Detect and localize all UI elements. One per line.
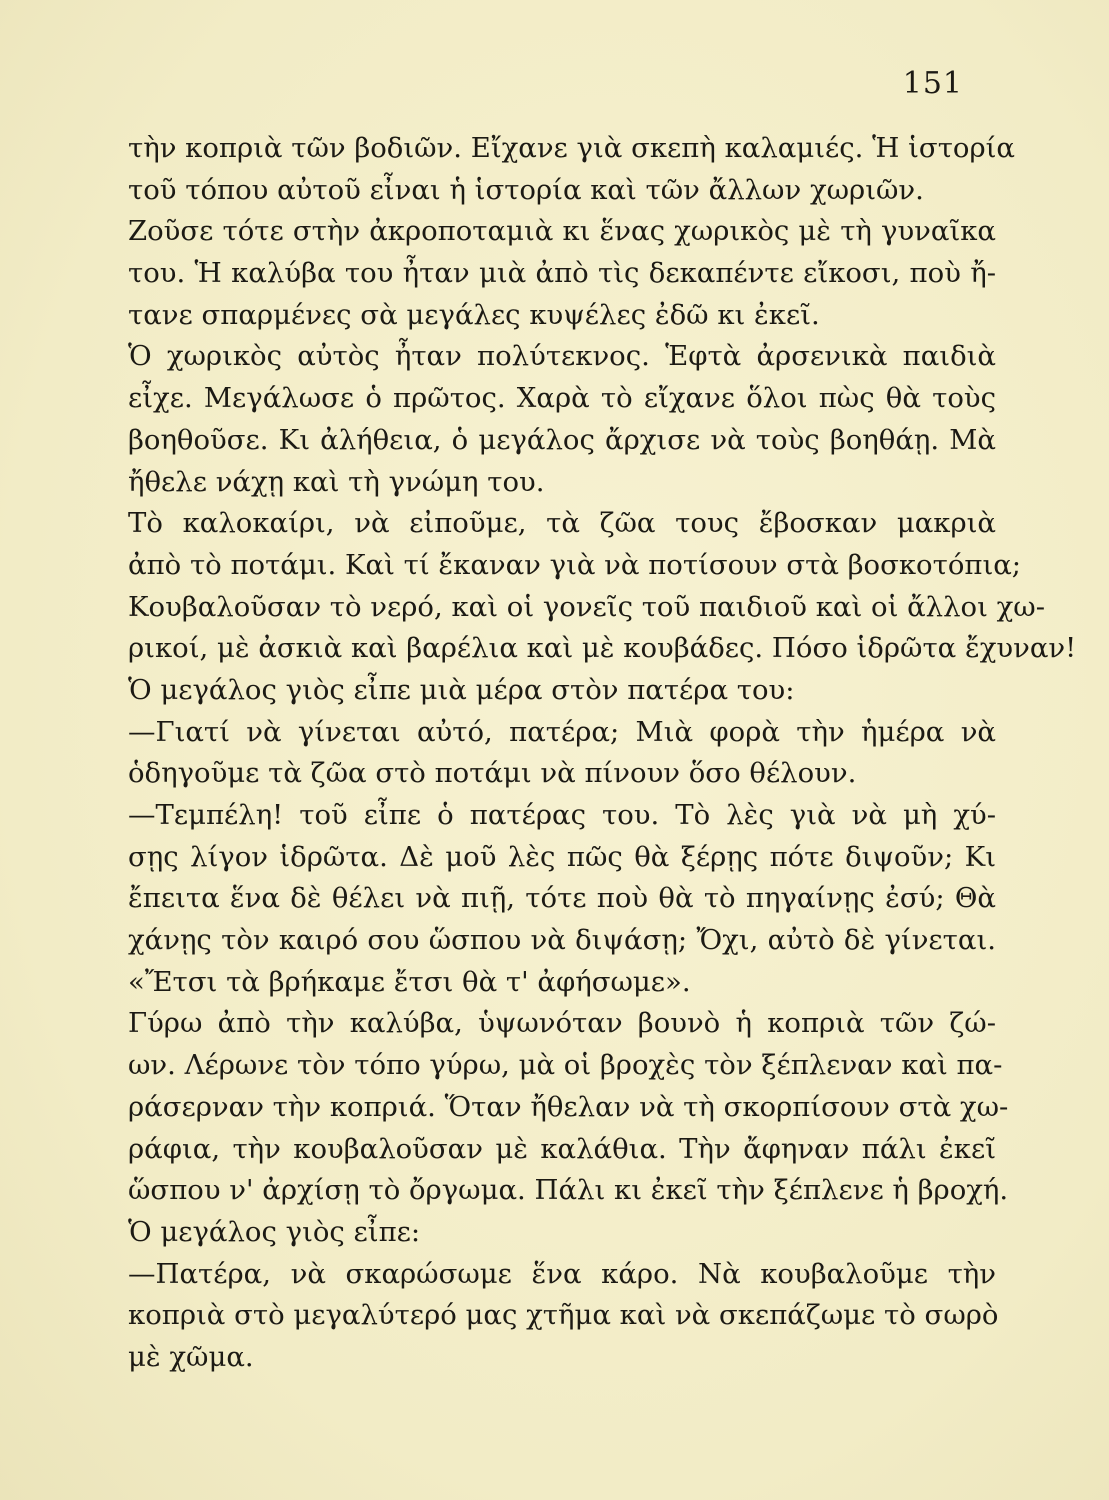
text-line: Κουβαλοῦσαν τὸ νερό, καὶ οἱ γονεῖς τοῦ παιδιοῦ καὶ οἱ ἄλλοι χω- [128, 590, 1045, 623]
text-line: ὥσπου ν' ἀρχίσῃ τὸ ὄργωμα. Πάλι κι ἐκεῖ τὴν ξέπλενε ἡ βροχή. [128, 1174, 1009, 1207]
text-line: εἶχε. Μεγάλωσε ὁ πρῶτος. Χαρὰ τὸ εἴχανε ὅλοι πὼς θὰ τοὺς [128, 382, 996, 415]
text-line: ὁδηγοῦμε τὰ ζῶα στὸ ποτάμι νὰ πίνουν ὅσο θέλουν. [128, 757, 857, 790]
text-line: Ὁ μεγάλος γιὸς εἶπε: [128, 1215, 421, 1248]
text-line: Τὸ καλοκαίρι, νὰ εἰποῦμε, τὰ ζῶα τους ἔβοσκαν μακριὰ [128, 507, 996, 540]
page-number: 151 [902, 66, 963, 101]
text-line: Ὁ χωρικὸς αὐτὸς ἦταν πολύτεκνος. Ἑφτὰ ἀρσενικὰ παιδιὰ [128, 340, 996, 373]
text-line: Ζοῦσε τότε στὴν ἀκροποταμιὰ κι ἕνας χωρικὸς μὲ τὴ γυναῖκα [128, 215, 996, 248]
text-line: ἤθελε νάχῃ καὶ τὴ γνώμη του. [128, 465, 545, 498]
text-line: ράφια, τὴν κουβαλοῦσαν μὲ καλάθια. Τὴν ἄφηναν πάλι ἐκεῖ [128, 1132, 996, 1165]
text-line: βοηθοῦσε. Κι ἀλήθεια, ὁ μεγάλος ἄρχισε νὰ τοὺς βοηθάῃ. Μὰ [128, 423, 996, 456]
text-line: του. Ἡ καλύβα του ἦταν μιὰ ἀπὸ τὶς δεκαπέντε εἴκοσι, ποὺ ἤ- [128, 257, 996, 290]
body-text [128, 128, 1077, 1379]
text-line: ρικοί, μὲ ἀσκιὰ καὶ βαρέλια καὶ μὲ κουβάδες. Πόσο ἱδρῶτα ἔχυναν! [128, 632, 1077, 665]
text-line: ων. Λέρωνε τὸν τόπο γύρω, μὰ οἱ βροχὲς τὸν ξέπλεναν καὶ πα- [128, 1049, 1003, 1082]
text-line: ἀπὸ τὸ ποτάμι. Καὶ τί ἔκαναν γιὰ νὰ ποτίσουν στὰ βοσκοτόπια; [128, 548, 1022, 581]
text-line: μὲ χῶμα. [128, 1340, 254, 1373]
text-line: τοῦ τόπου αὐτοῦ εἶναι ἡ ἱστορία καὶ τῶν ἄλλων χωριῶν. [128, 173, 924, 206]
text-line: —Γιατί νὰ γίνεται αὐτό, πατέρα; Μιὰ φορὰ τὴν ἡμέρα νὰ [128, 715, 996, 748]
text-line: Ὁ μεγάλος γιὸς εἶπε μιὰ μέρα στὸν πατέρα του: [128, 673, 795, 706]
text-line: σῃς λίγον ἱδρῶτα. Δὲ μοῦ λὲς πῶς θὰ ξέρῃς πότε διψοῦν; Κι [128, 840, 996, 873]
text-line: Γύρω ἀπὸ τὴν καλύβα, ὑψωνόταν βουνὸ ἡ κοπριὰ τῶν ζώ- [128, 1007, 996, 1040]
text-line: ἔπειτα ἕνα δὲ θέλει νὰ πιῇ, τότε ποὺ θὰ τὸ πηγαίνῃς ἐσύ; Θὰ [128, 882, 996, 915]
text-line: χάνῃς τὸν καιρό σου ὥσπου νὰ διψάσῃ; Ὄχι, αὐτὸ δὲ γίνεται. [128, 924, 996, 957]
text-line: κοπριὰ στὸ μεγαλύτερό μας χτῆμα καὶ νὰ σκεπάζωμε τὸ σωρὸ [128, 1299, 999, 1332]
text-line: τὴν κοπριὰ τῶν βοδιῶν. Εἴχανε γιὰ σκεπὴ καλαμιές. Ἡ ἱστορία [128, 132, 1015, 164]
text-line: —Τεμπέλη! τοῦ εἶπε ὁ πατέρας του. Τὸ λὲς γιὰ νὰ μὴ χύ- [128, 799, 996, 831]
text-line: τανε σπαρμένες σὰ μεγάλες κυψέλες ἐδῶ κι ἐκεῖ. [128, 298, 820, 331]
text-line: —Πατέρα, νὰ σκαρώσωμε ἕνα κάρο. Νὰ κουβαλοῦμε τὴν [128, 1257, 996, 1290]
text-line: ράσερναν τὴν κοπριά. Ὅταν ἤθελαν νὰ τὴ σκορπίσουν στὰ χω- [128, 1090, 1009, 1123]
text-line: «Ἔτσι τὰ βρήκαμε ἔτσι θὰ τ' ἀφήσωμε». [128, 965, 691, 998]
